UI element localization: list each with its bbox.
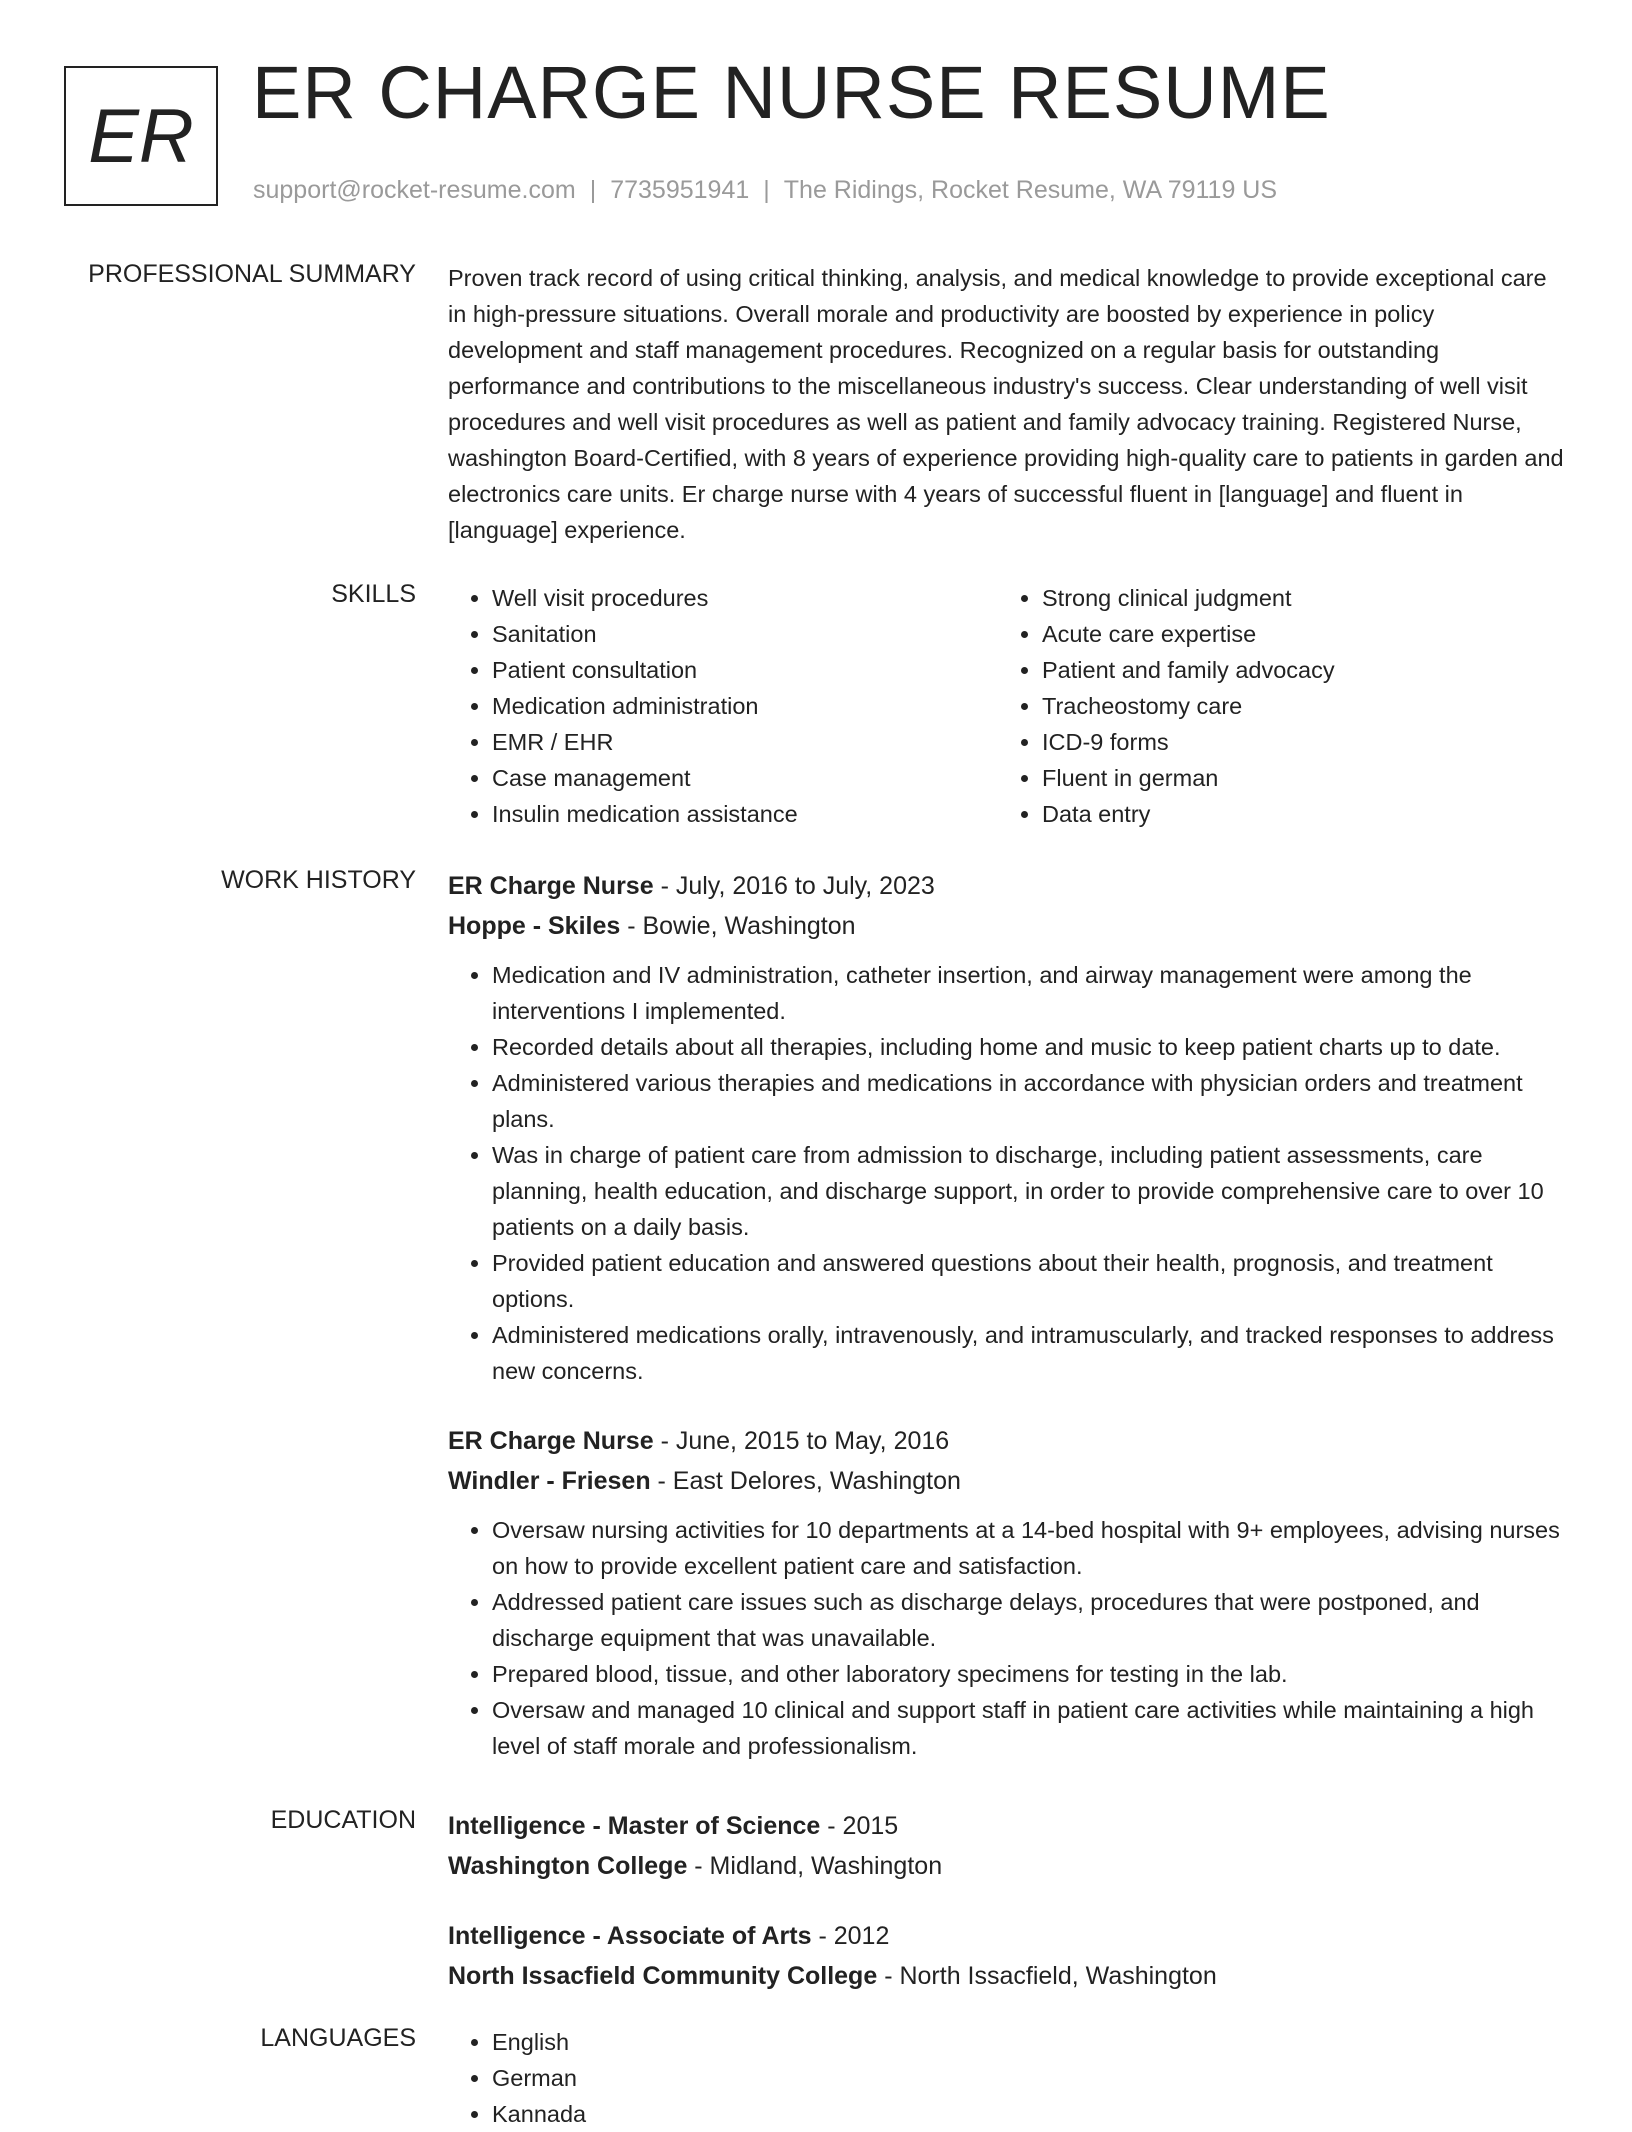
education-degree-line: [448, 1916, 1568, 1956]
job-bullet: • Recorded details about all therapies, including home and music to keep patient charts up to date.: [492, 1029, 1568, 1065]
skill-item: • Insulin medication assistance: [492, 796, 998, 832]
job-bullet: • Was in charge of patient care from admission to discharge, including patient assessments, care planning, health education, and discharge support, in order to provide comprehensive care to over 10 patients on a daily basis.: [492, 1137, 1568, 1245]
job-title: ER Charge Nurse: [448, 1427, 654, 1455]
work-history-content: [448, 866, 1568, 1764]
contact-line: [253, 176, 1277, 205]
language-item: • Kannada: [492, 2096, 1568, 2132]
job-title-line: [448, 1421, 1568, 1461]
languages-list: [448, 2024, 1568, 2132]
section-label-languages: LANGUAGES: [260, 2024, 416, 2052]
job-bullet: • Oversaw nursing activities for 10 departments at a 14-bed hospital with 9+ employees, advising nurses on how to provide excellent patient care and satisfaction.: [492, 1512, 1568, 1584]
language-item: • English: [492, 2024, 1568, 2060]
summary-content: [448, 260, 1568, 548]
job-title: ER Charge Nurse: [448, 872, 654, 900]
language-item: • German: [492, 2060, 1568, 2096]
education-location: - Midland, Washington: [687, 1852, 943, 1880]
skills-list-right: [998, 580, 1548, 832]
job-bullet: • Prepared blood, tissue, and other laboratory specimens for testing in the lab.: [492, 1656, 1568, 1692]
contact-email[interactable]: support@rocket-resume.com: [253, 176, 576, 204]
job-bullet: • Oversaw and managed 10 clinical and support staff in patient care activities while maintaining a high level of staff morale and professionalism.: [492, 1692, 1568, 1764]
monogram-logo: ER: [64, 66, 218, 206]
job-bullet: • Addressed patient care issues such as discharge delays, procedures that were postponed, and discharge equipment that was unavailable.: [492, 1584, 1568, 1656]
education-year: - 2012: [811, 1922, 890, 1950]
contact-address: The Ridings, Rocket Resume, WA 79119 US: [783, 176, 1278, 204]
skills-content: [448, 580, 1568, 832]
job-bullet: • Provided patient education and answered questions about their health, prognosis, and treatment options.: [492, 1245, 1568, 1317]
skill-item: • Medication administration: [492, 688, 998, 724]
education-location: - North Issacfield, Washington: [877, 1962, 1217, 1990]
skills-column-right: [998, 580, 1548, 832]
job-location: - Bowie, Washington: [620, 912, 856, 940]
summary-text: Proven track record of using critical thinking, analysis, and medical knowledge to provide exceptional care in high-pressure situations. Overall morale and productivity are boosted by experience in policy development and staff management procedures. Recognized on a regular basis for outstanding performance and contributions to the miscellaneous industry's success. Clear understanding of well visit procedures and well visit procedures as well as patient and family advocacy training. Registered Nurse, washington Board-Certified, with 8 years of experience providing high-quality care to patients in garden and electronics care units. Er charge nurse with 4 years of successful fluent in [language] and fluent in [language] experience.: [448, 265, 1564, 543]
education-degree: Intelligence - Master of Science: [448, 1812, 821, 1840]
education-content: [448, 1806, 1568, 1996]
section-label-education: EDUCATION: [270, 1806, 416, 1834]
education-degree: Intelligence - Associate of Arts: [448, 1922, 812, 1950]
education-school: North Issacfield Community College: [448, 1962, 878, 1990]
skill-item: • Strong clinical judgment: [1042, 580, 1548, 616]
job-bullets: [448, 1512, 1568, 1764]
job-bullet: • Administered medications orally, intravenously, and intramuscularly, and tracked responses to address new concerns.: [492, 1317, 1568, 1389]
job-employer-line: [448, 906, 1568, 946]
job-bullet: • Administered various therapies and medications in accordance with physician orders and treatment plans.: [492, 1065, 1568, 1137]
section-label-summary: PROFESSIONAL SUMMARY: [88, 260, 416, 288]
education-entry: [448, 1806, 1568, 1886]
job-title-line: [448, 866, 1568, 906]
job-bullet: • Medication and IV administration, catheter insertion, and airway management were among the interventions I implemented.: [492, 957, 1568, 1029]
job-location: - East Delores, Washington: [650, 1467, 961, 1495]
skill-item: • EMR / EHR: [492, 724, 998, 760]
job-employer: Windler - Friesen: [448, 1467, 651, 1495]
education-entry: [448, 1916, 1568, 1996]
skills-column-left: [448, 580, 998, 832]
contact-separator: |: [589, 176, 597, 204]
contact-separator: |: [763, 176, 770, 204]
skill-item: • Patient and family advocacy: [1042, 652, 1548, 688]
education-school-line: [448, 1846, 1568, 1886]
education-year: - 2015: [820, 1812, 899, 1840]
education-school: Washington College: [448, 1852, 688, 1880]
job-dates: - June, 2015 to May, 2016: [653, 1427, 950, 1455]
skill-item: • Well visit procedures: [492, 580, 998, 616]
education-school-line: [448, 1956, 1568, 1996]
job-dates: - July, 2016 to July, 2023: [653, 872, 935, 900]
skill-item: • Tracheostomy care: [1042, 688, 1548, 724]
skill-item: • Data entry: [1042, 796, 1548, 832]
skill-item: • Case management: [492, 760, 998, 796]
section-label-skills: SKILLS: [331, 580, 416, 608]
section-label-work-history: WORK HISTORY: [221, 866, 416, 894]
job-entry: [448, 1421, 1568, 1764]
skill-item: • ICD-9 forms: [1042, 724, 1548, 760]
job-entry: [448, 866, 1568, 1389]
resume-title: ER CHARGE NURSE RESUME: [252, 51, 1331, 134]
skill-item: • Sanitation: [492, 616, 998, 652]
skills-list-left: [448, 580, 998, 832]
skill-item: • Acute care expertise: [1042, 616, 1548, 652]
skill-item: • Patient consultation: [492, 652, 998, 688]
contact-phone[interactable]: 7735951941: [610, 176, 750, 204]
skill-item: • Fluent in german: [1042, 760, 1548, 796]
education-degree-line: [448, 1806, 1568, 1846]
job-bullets: [448, 957, 1568, 1389]
job-employer: Hoppe - Skiles: [448, 912, 621, 940]
job-employer-line: [448, 1461, 1568, 1501]
languages-content: [448, 2024, 1568, 2132]
